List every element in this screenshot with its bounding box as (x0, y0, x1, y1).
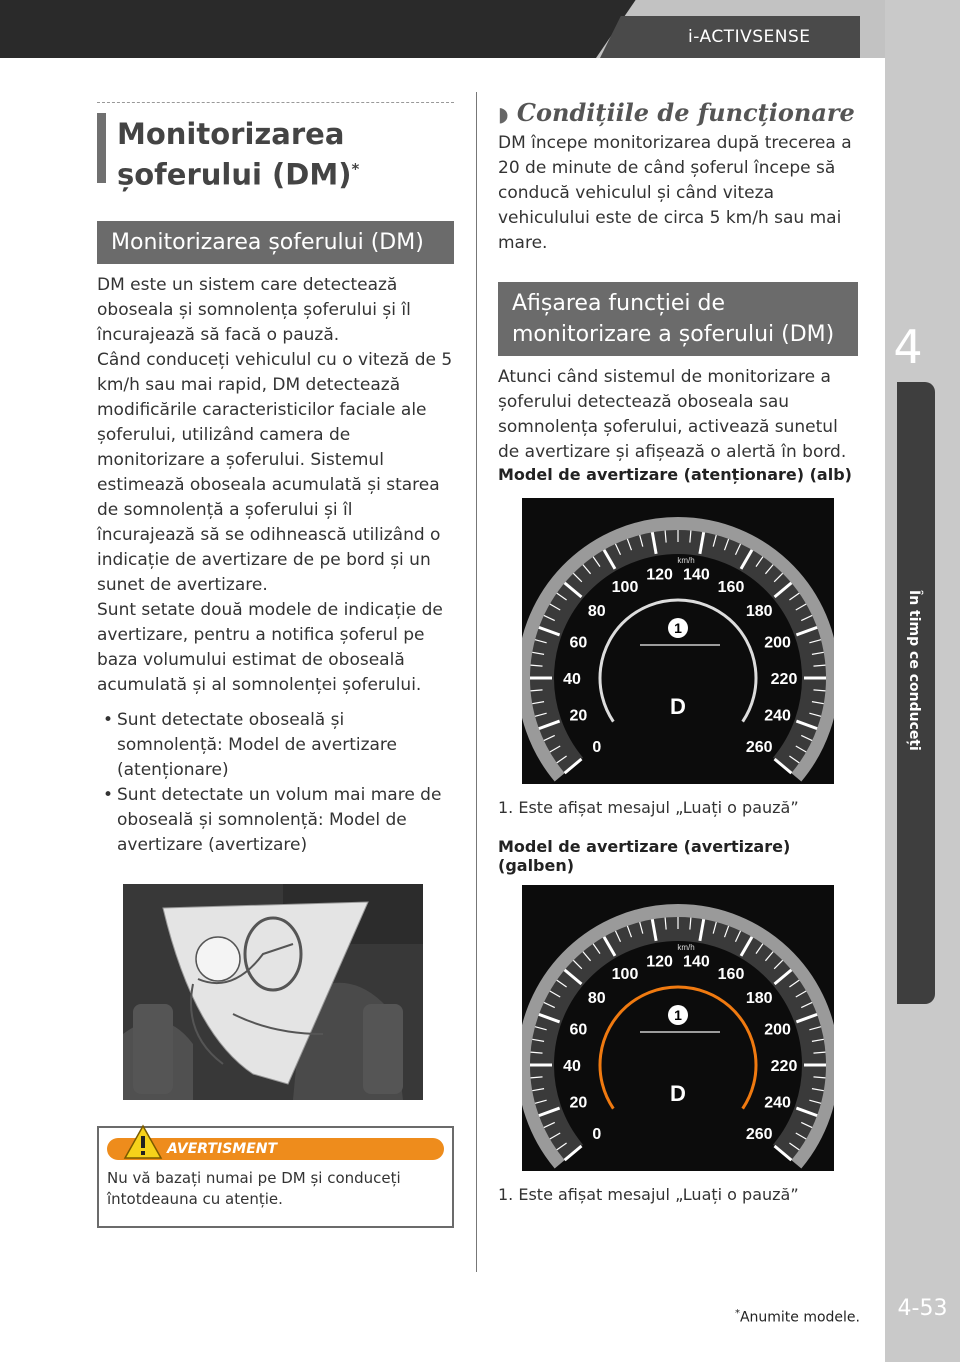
dial-label: 40 (563, 1058, 581, 1075)
section-heading-dm: Monitorizarea șoferului (DM) (97, 221, 454, 264)
dial-label: 100 (611, 966, 639, 984)
dial-label: 240 (764, 1094, 791, 1112)
dial-label: 160 (717, 579, 745, 597)
callout-number: 1 (674, 620, 682, 636)
dial-label: 20 (569, 707, 588, 725)
main-heading (97, 102, 454, 199)
dial-label: 200 (764, 634, 791, 652)
operating-conditions-title: Condițiile de funcționare (516, 98, 855, 127)
dial-label: 120 (646, 566, 673, 584)
bullet-list (97, 708, 454, 858)
list-item: • Sunt detectate oboseală și somnolență: Model de avertizare (atenționare) (97, 708, 454, 783)
section-heading-display: Afișarea funcției de monitorizare a șoferului (DM) (498, 282, 858, 356)
driver-camera-illustration (123, 884, 423, 1100)
speedometer-caution (522, 498, 834, 784)
warning-box (97, 1126, 454, 1228)
callout-number: 1 (674, 1007, 682, 1023)
right-column (498, 92, 858, 1204)
dial-label: 80 (587, 989, 606, 1007)
gear-indicator: D (670, 694, 686, 719)
warning-icon (123, 1124, 163, 1160)
warning-header (107, 1138, 444, 1160)
dial-label: 220 (770, 1058, 798, 1075)
caption-1: 1. Este afișat mesajul „Luați o pauză” (498, 798, 799, 817)
operating-conditions-heading (498, 98, 858, 127)
dial-label: 140 (683, 953, 710, 971)
chapter-title: În timp ce conduceți (906, 590, 922, 751)
dial-label: 260 (745, 739, 773, 757)
dial-unit: km/h (677, 943, 695, 952)
display-text: Atunci când sistemul de monitorizare a șoferului detectează oboseala sau somnolența șoferului, activează sunetul de avertizare și afișează o alertă în bord. (498, 367, 847, 462)
dial-label: 180 (745, 602, 773, 620)
chapter-number: 4 (893, 320, 923, 374)
model-caution-heading: Model de avertizare (atenționare) (alb) (498, 465, 852, 484)
dial-label: 140 (683, 566, 710, 584)
gear-indicator: D (670, 1081, 686, 1106)
detail-paragraph: Când conduceți vehiculul cu o viteză de 5 km/h sau mai rapid, DM detectează modificările caracteristicilor faciale ale șoferului, utilizând camera de monitorizare a șoferului. Sistemul estimează oboseala acumulată și starea de somnolență a șoferului și îl încurajează să se odihnească utilizând o indicație de avertizare de pe bord și un sunet de avertizare. (97, 349, 453, 595)
warning-text: Nu vă bazați numai pe DM și conduceți întotdeauna cu atenție. (107, 1168, 401, 1208)
list-item: • Sunt detectate un volum mai mare de oboseală și somnolență: Model de avertizare (avertizare) (97, 783, 454, 858)
footnote-text: Anumite modele. (739, 1309, 860, 1326)
dial-label: 220 (770, 671, 798, 688)
speedometer-warning (522, 885, 834, 1171)
chevron-icon: ◗ (498, 102, 509, 126)
dial-label: 100 (611, 579, 639, 597)
dial-label: 120 (646, 953, 673, 971)
dial-label: 0 (592, 739, 602, 757)
intro-paragraph: DM este un sistem care detectează oboseala și somnolența șoferului și îl încurajează să facă o pauză. (97, 274, 411, 345)
heading-bar (97, 113, 106, 183)
model-warning-heading: Model de avertizare (avertizare) (galben) (498, 837, 791, 875)
warning-label: AVERTISMENT (167, 1140, 278, 1157)
left-column (97, 92, 454, 1228)
dial-label: 40 (563, 671, 581, 688)
title-footnote-mark: * (351, 160, 360, 178)
dial-unit: km/h (677, 556, 695, 565)
dial-band (542, 542, 814, 765)
dial-band (542, 929, 814, 1152)
footnote (735, 1308, 860, 1326)
section-title: i-ACTIVSENSE (688, 27, 811, 47)
dial-label: 240 (764, 707, 791, 725)
footnote-mark: * (734, 1308, 740, 1319)
page-number: 4-53 (897, 1296, 948, 1321)
dial-label: 180 (745, 989, 773, 1007)
dial-label: 60 (569, 634, 588, 652)
models-paragraph: Sunt setate două modele de indicație de avertizare, pentru a notifica șoferul pe baza volumului estimat de oboseală acumulată și al somnolenței șoferului. (97, 599, 443, 695)
page-title: Monitorizarea șoferului (DM) (117, 117, 352, 192)
dial-label: 200 (764, 1021, 791, 1039)
dial-label: 20 (569, 1094, 588, 1112)
dial-label: 260 (745, 1126, 773, 1144)
caption-2: 1. Este afișat mesajul „Luați o pauză” (498, 1185, 799, 1204)
operating-conditions-text: DM începe monitorizarea după trecerea a 20 de minute de când șoferul începe să conducă vehiculul și când viteza vehiculului este de circa 5 km/h sau mai mare. (498, 133, 852, 253)
column-divider (476, 92, 477, 1272)
dial-label: 60 (569, 1021, 588, 1039)
dial-label: 0 (592, 1126, 602, 1144)
dial-label: 80 (587, 602, 606, 620)
dial-label: 160 (717, 966, 745, 984)
